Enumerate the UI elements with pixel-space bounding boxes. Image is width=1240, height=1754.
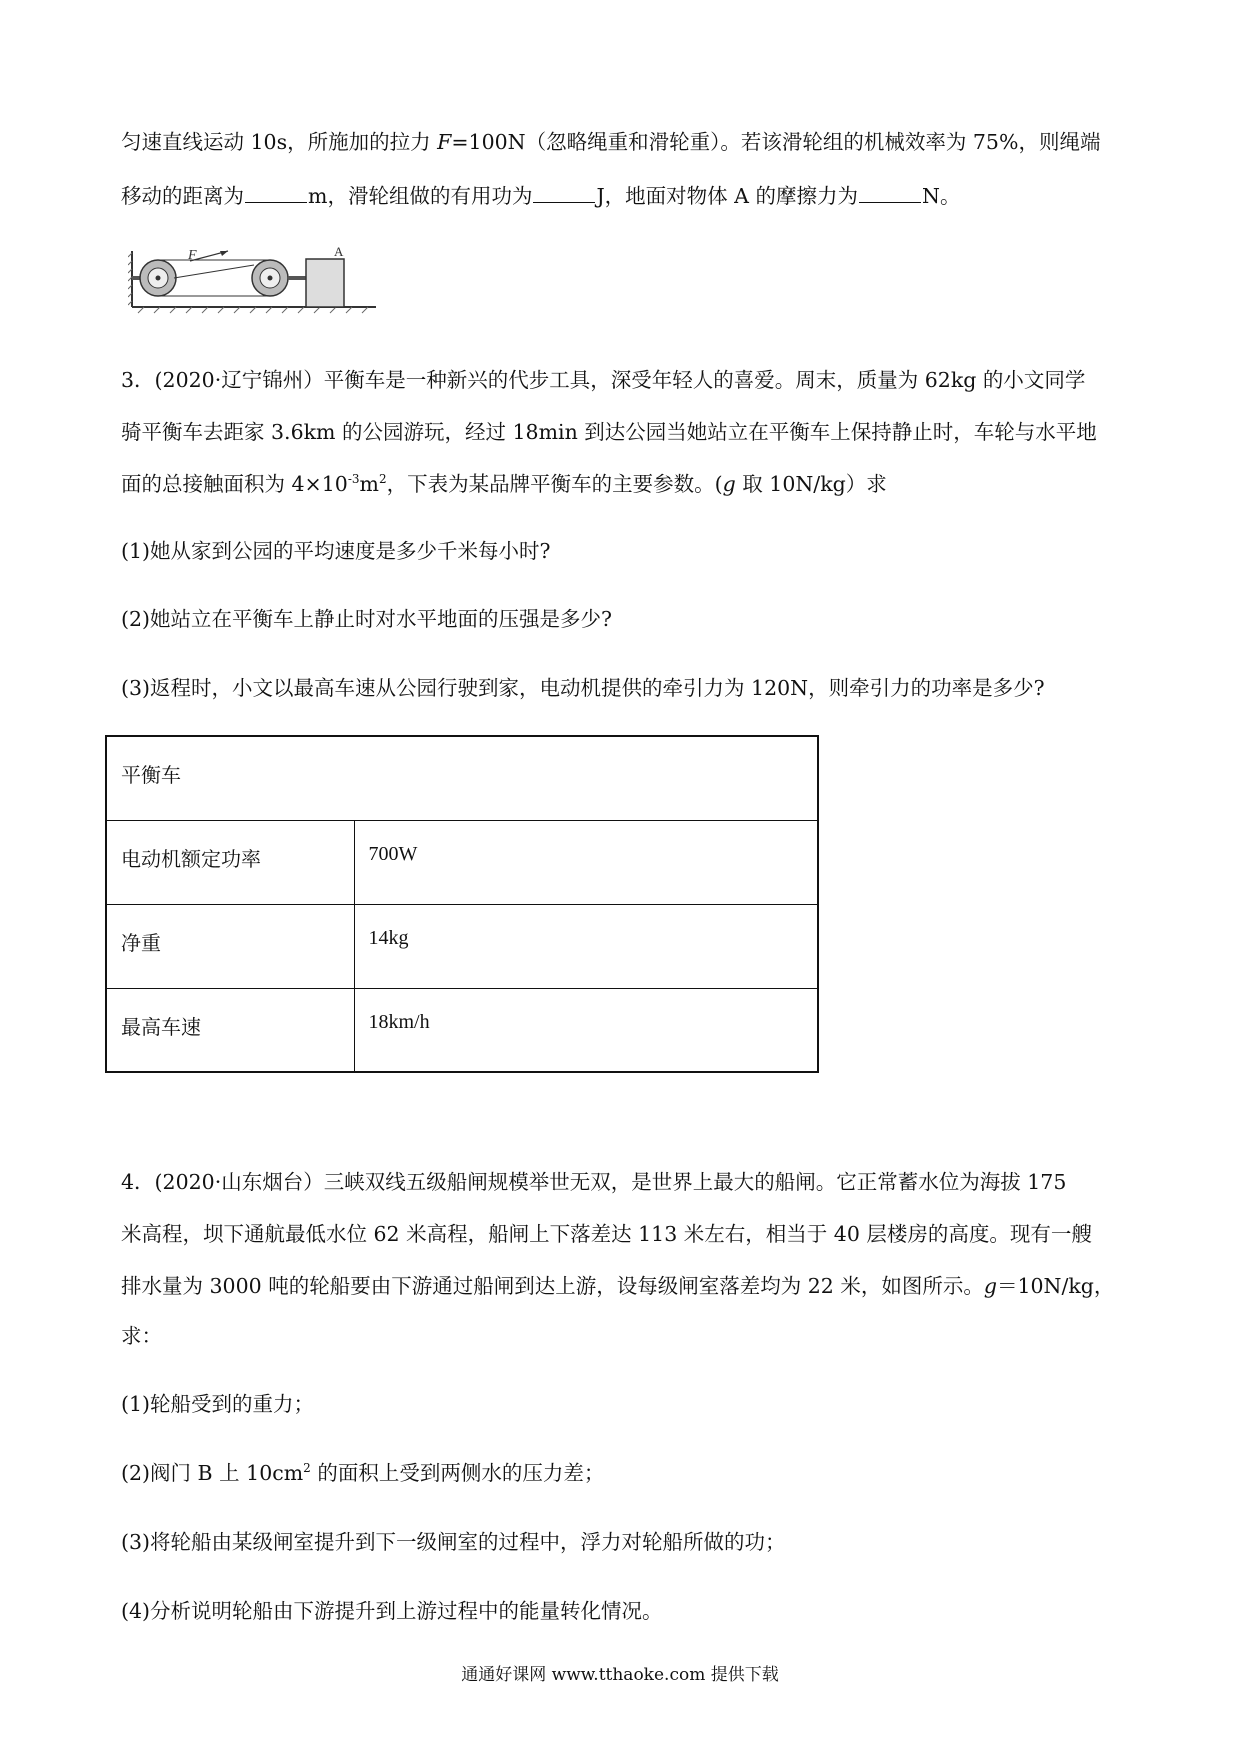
block-label: A — [334, 245, 344, 259]
q3-text-line-1: 3．(2020·辽宁锦州）平衡车是一种新兴的代步工具，深受年轻人的喜爱。周末，质量为 62kg 的小文同学 — [121, 368, 1086, 392]
table-value-cell: 700W — [354, 820, 818, 904]
pulley-system-figure — [128, 245, 378, 315]
table-row — [106, 904, 818, 988]
q4-sub-question-3: (3)将轮船由某级闸室提升到下一级闸室的过程中，浮力对轮船所做的功； — [121, 1530, 786, 1554]
balance-car-parameter-table — [105, 735, 819, 1073]
q4-sub-question-4: (4)分析说明轮船由下游提升到上游过程中的能量转化情况。 — [121, 1599, 663, 1623]
q3-sub-question-2: (2)她站立在平衡车上静止时对水平地面的压强是多少? — [121, 607, 613, 631]
table-header-cell: 平衡车 — [106, 736, 818, 820]
q3-sub-question-1: (1)她从家到公园的平均速度是多少千米每小时? — [121, 539, 551, 563]
table-key-cell: 净重 — [106, 904, 354, 988]
q3-sub-question-3: (3)返程时，小文以最高车速从公园行驶到家，电动机提供的牵引力为 120N，则牵引力的功率是多少? — [121, 676, 1045, 700]
table-key-cell: 电动机额定功率 — [106, 820, 354, 904]
q3-text-line-3: 面的总接触面积为 $4\times 10^{-3}m^2$，下表为某品牌平衡车的主要参数。(g 取 10N/kg）求 — [121, 472, 887, 496]
table-key-cell: 最高车速 — [106, 988, 354, 1072]
table-row — [106, 988, 818, 1072]
q2-text-line-1: 匀速直线运动 10s，所施加的拉力 F=100N（忽略绳重和滑轮重）。若该滑轮组的机械效率为 75%，则绳端 — [121, 130, 1101, 154]
q4-text-line-4: 求： — [121, 1324, 162, 1348]
q3-text-line-2: 骑平衡车去距家 3.6km 的公园游玩，经过 18min 到达公园当她站立在平衡车上保持静止时，车轮与水平地 — [121, 420, 1097, 444]
q4-sub-question-2: (2)阀门 B 上 $10cm^2$ 的面积上受到两侧水的压力差； — [121, 1461, 605, 1485]
q4-text-line-3: 排水量为 3000 吨的轮船要由下游通过船闸到达上游，设每级闸室落差均为 22 米，如图所示。g＝10N/kg， — [121, 1274, 1115, 1298]
table-value-cell: 18km/h — [354, 988, 818, 1072]
force-label: F — [188, 248, 197, 263]
table-header-row — [106, 736, 818, 820]
table-value-cell: 14kg — [354, 904, 818, 988]
answer-blank-friction[interactable] — [859, 180, 921, 203]
answer-blank-useful-work[interactable] — [533, 180, 595, 203]
q4-text-line-2: 米高程，坝下通航最低水位 62 米高程，船闸上下落差达 113 米左右，相当于 40 层楼房的高度。现有一艘 — [121, 1222, 1092, 1246]
q4-text-line-1: 4．(2020·山东烟台）三峡双线五级船闸规模举世无双，是世界上最大的船闸。它正常蓄水位为海拔 175 — [121, 1170, 1067, 1194]
table-row — [106, 820, 818, 904]
answer-blank-distance[interactable] — [245, 180, 307, 203]
page-footer: 通通好课网 www.tthaoke.com 提供下载 — [461, 1665, 779, 1685]
q2-text-line-2: 移动的距离为 m，滑轮组做的有用功为 J，地面对物体 A 的摩擦力为 N。 — [121, 180, 960, 210]
q4-sub-question-1: (1)轮船受到的重力； — [121, 1392, 315, 1416]
